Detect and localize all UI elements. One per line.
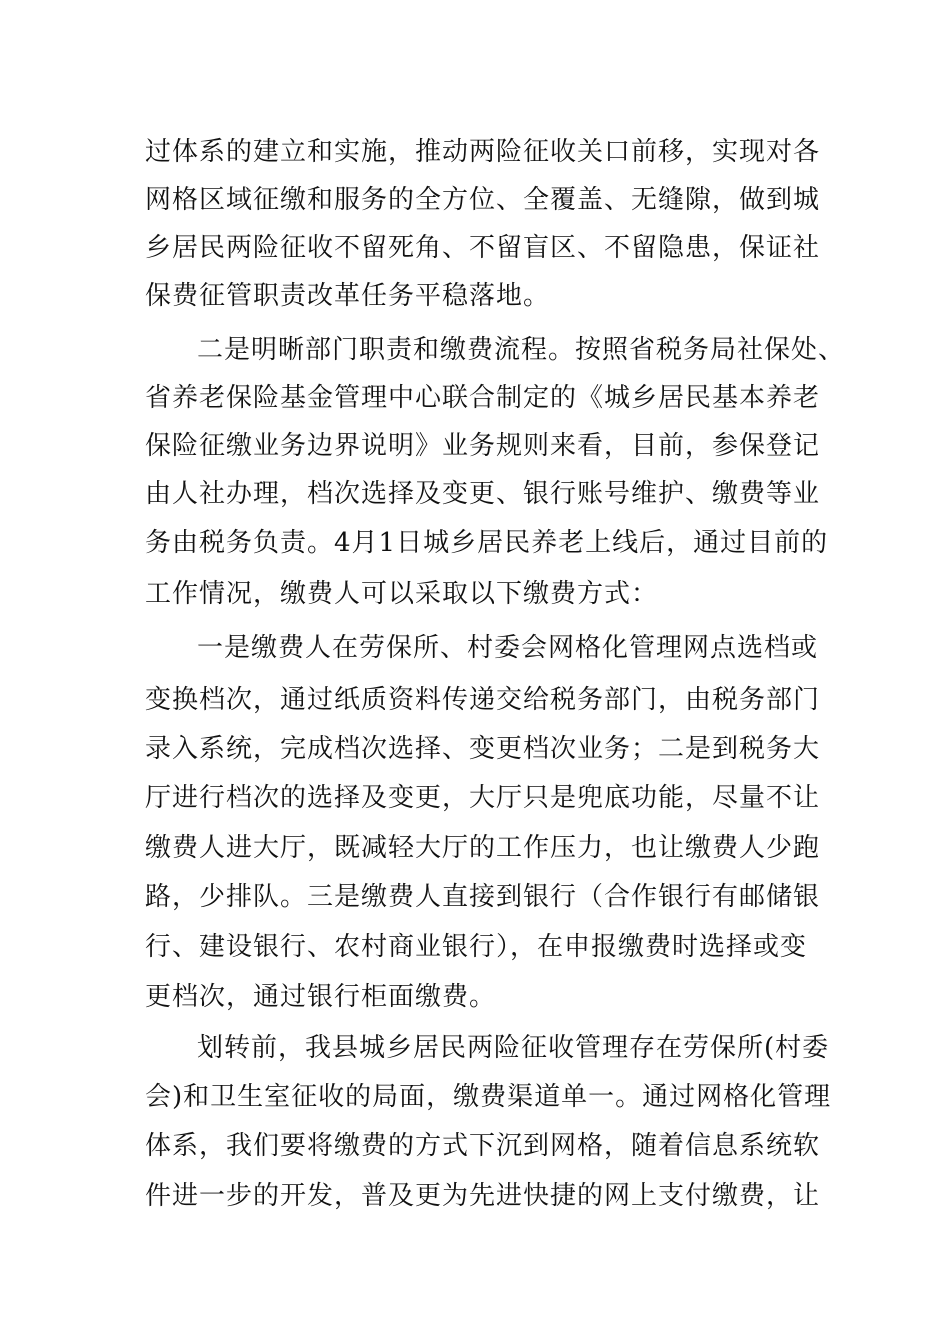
- text-line: 会)和卫生室征收的局面，缴费渠道单一。通过网格化管理: [145, 1082, 832, 1112]
- text-line: 件进一步的开发，普及更为先进快捷的网上支付缴费，让: [145, 1181, 821, 1211]
- text-line: 工作情况，缴费人可以采取以下缴费方式：: [145, 579, 659, 609]
- text-line: 过体系的建立和实施，推动两险征收关口前移，实现对各: [145, 137, 821, 167]
- text-line: 路，少排队。三是缴费人直接到银行（合作银行有邮储银: [145, 882, 821, 912]
- text-line: 更档次，通过银行柜面缴费。: [145, 982, 497, 1012]
- text-line: 变换档次，通过纸质资料传递交给税务部门，由税务部门: [145, 685, 821, 715]
- paragraph-start-line: 一是缴费人在劳保所、村委会网格化管理网点选档或: [197, 633, 819, 663]
- text-line: 网格区域征缴和服务的全方位、全覆盖、无缝隙，做到城: [145, 185, 821, 215]
- text-line: 体系，我们要将缴费的方式下沉到网格，随着信息系统软: [145, 1131, 821, 1161]
- text-line: 乡居民两险征收不留死角、不留盲区、不留隐患，保证社: [145, 233, 821, 263]
- text-line: 保险征缴业务边界说明》业务规则来看，目前，参保登记: [145, 431, 821, 461]
- text-line: 厅进行档次的选择及变更，大厅只是兜底功能，尽量不让: [145, 783, 821, 813]
- text-line: 保费征管职责改革任务平稳落地。: [145, 281, 551, 311]
- text-line: 由人社办理，档次选择及变更、银行账号维护、缴费等业: [145, 479, 821, 509]
- paragraph-start-line: 二是明晰部门职责和缴费流程。按照省税务局社保处、: [197, 335, 846, 365]
- paragraph-start-line: 划转前，我县城乡居民两险征收管理存在劳保所(村委: [197, 1033, 830, 1063]
- text-line: 缴费人进大厅，既减轻大厅的工作压力，也让缴费人少跑: [145, 833, 821, 863]
- text-line: 务由税务负责。4月1日城乡居民养老上线后，通过目前的: [145, 528, 829, 558]
- text-line: 录入系统，完成档次选择、变更档次业务；二是到税务大: [145, 734, 821, 764]
- text-line: 行、建设银行、农村商业银行），在申报缴费时选择或变: [145, 932, 808, 962]
- text-line: 省养老保险基金管理中心联合制定的《城乡居民基本养老: [145, 383, 821, 413]
